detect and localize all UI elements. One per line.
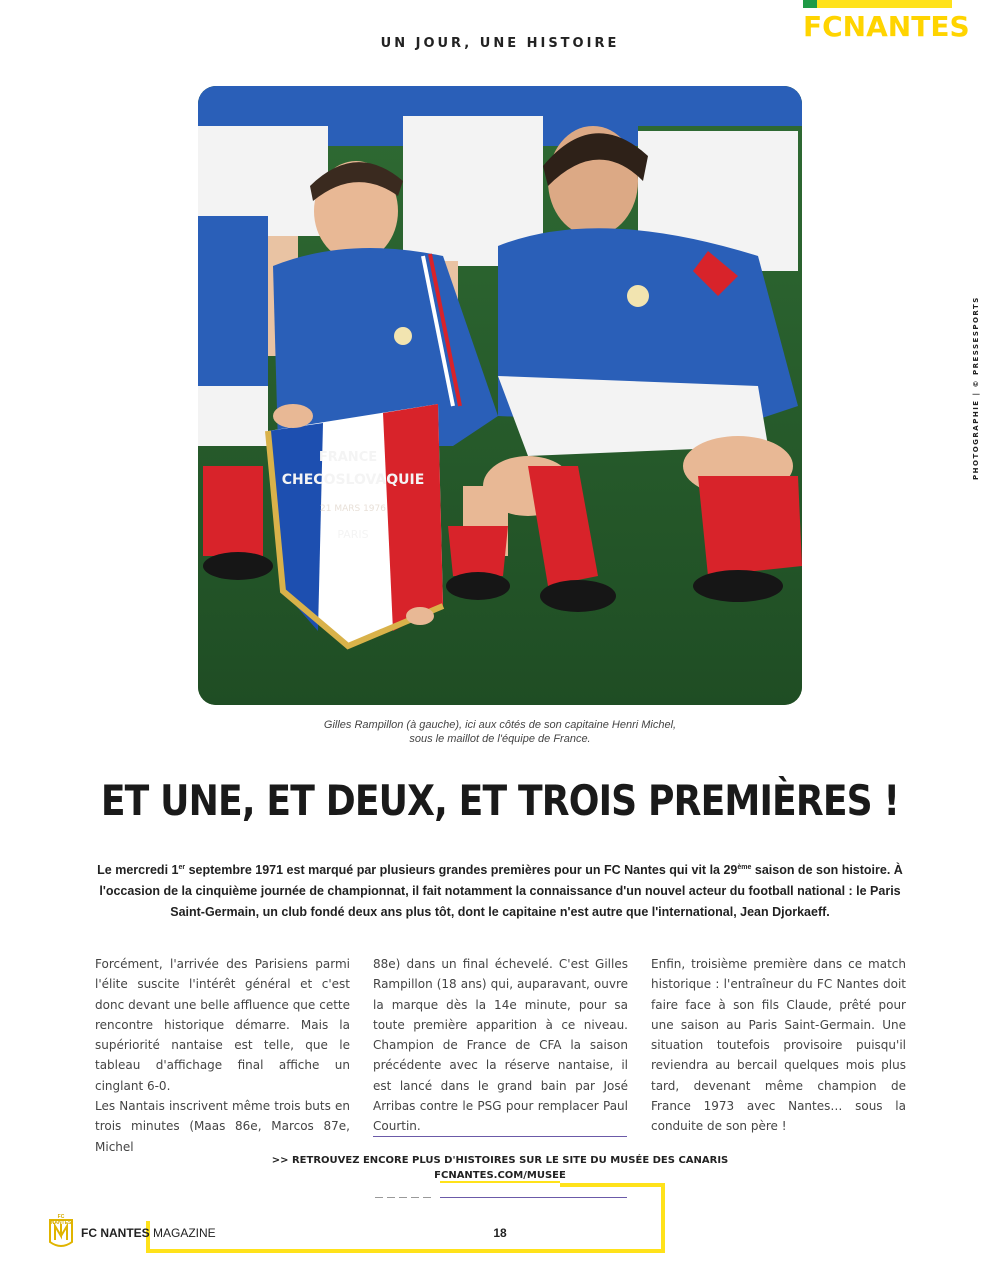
photo-caption [0,718,1000,746]
footer-brand-rest: MAGAZINE [149,1226,216,1240]
more-stories-callout [0,1153,1000,1183]
caption-line-1: Gilles Rampillon (à gauche), ici aux côtés de son capitaine Henri Michel, [323,719,677,731]
museum-link[interactable]: FCNANTES.COM/MUSEE [434,1170,566,1181]
footer-brand [81,1226,216,1240]
team-photo-illustration [198,86,802,705]
article-lede [90,857,910,923]
divider-dash [411,1197,419,1198]
section-kicker: UN JOUR, UNE HISTOIRE [380,36,620,51]
divider-dash [399,1197,407,1198]
pennant-line-3: 21 MARS 1976 [320,504,386,514]
brand-yellow-bar [817,0,952,8]
article-column-2 [373,954,628,1137]
column-1-paragraph-1: Forcément, l'arrivée des Parisiens parmi l'élite suscite l'intérêt général et c'est donc devant une belle affluence que cette rencontre historique démarre. Mais la supériorité nantaise est telle, que le tableau d'affichage final affiche un cinglant 6-0. [95,957,350,1093]
divider-dash [387,1197,395,1198]
decor-frame-right [661,1183,665,1253]
pennant-line-4: PARIS [337,528,369,541]
divider-dash [375,1197,383,1198]
decor-frame-top [560,1183,665,1187]
lede-sup-1: er [178,864,186,871]
brand-wordmark[interactable]: FCNANTES [803,10,970,43]
divider-top [373,1136,627,1137]
lede-sup-2: ème [737,864,752,871]
article-headline: ET UNE, ET DEUX, ET TROIS PREMIÈRES ! [100,776,900,825]
crest-label: FC NANTES [50,1214,72,1226]
lede-part-1: Le mercredi 1 [97,863,179,878]
footer-brand-bold: FC NANTES [81,1226,150,1240]
pennant-line-2: CHECOSLOVAQUIE [281,472,425,488]
brand-green-bar [803,0,817,8]
pennant-line-1: FRANCE [318,450,378,465]
column-1-paragraph-2: Les Nantais inscrivent même trois buts en trois minutes (Maas 86e, Marcos 87e, Michel [95,1099,350,1154]
link-underline [440,1181,560,1183]
caption-line-2: sous le maillot de l'équipe de France. [409,733,591,745]
decor-frame-bottom [146,1249,665,1253]
photo-credit: PHOTOGRAPHIE | © PRESSESPORTS [972,296,980,480]
column-2-paragraph-1: 88e) dans un final échevelé. C'est Gilles Rampillon (18 ans) qui, auparavant, ouvre la marque dès la 14e minute, pour sa toute première apparition à ce niveau. Champion de France de CFA la saison précédente avec la réserve nantaise, il est lancé dans le grand bain par José Arribas contre le PSG pour remplacer Paul Courtin. [373,957,628,1134]
team-photo [198,86,802,705]
lede-part-2: septembre 1971 est marqué par plusieurs grandes premières pour un FC Nantes qui vit la 29 [185,863,738,878]
divider-dash [423,1197,431,1198]
article-column-1 [95,954,350,1157]
article-column-3 [651,954,906,1137]
column-3-paragraph-1: Enfin, troisième première dans ce match historique : l'entraîneur du FC Nantes doit faire face à son fils Claude, prêté pour une saison au Paris Saint-Germain. Une situation toutefois provisoire puisqu'il reviendra au bercail quelques mois plus tard, devenant même champion de France 1973 avec Nantes… sous la conduite de son père ! [651,957,906,1134]
divider-bottom [440,1197,627,1198]
more-stories-text: >> RETROUVEZ ENCORE PLUS D'HISTOIRES SUR LE SITE DU MUSÉE DES CANARIS [271,1155,729,1166]
page-number: 18 [493,1226,507,1240]
lede-part-3: saison de son histoire. À l'occasion de la cinquième journée de championnat, il fait notamment la connaissance d'un nouvel acteur du football national : le Paris Saint-Germain, un club fondé deux ans plus tôt, dont le capitaine n'est autre que l'international, Jean Djorkaeff. [99,863,903,920]
